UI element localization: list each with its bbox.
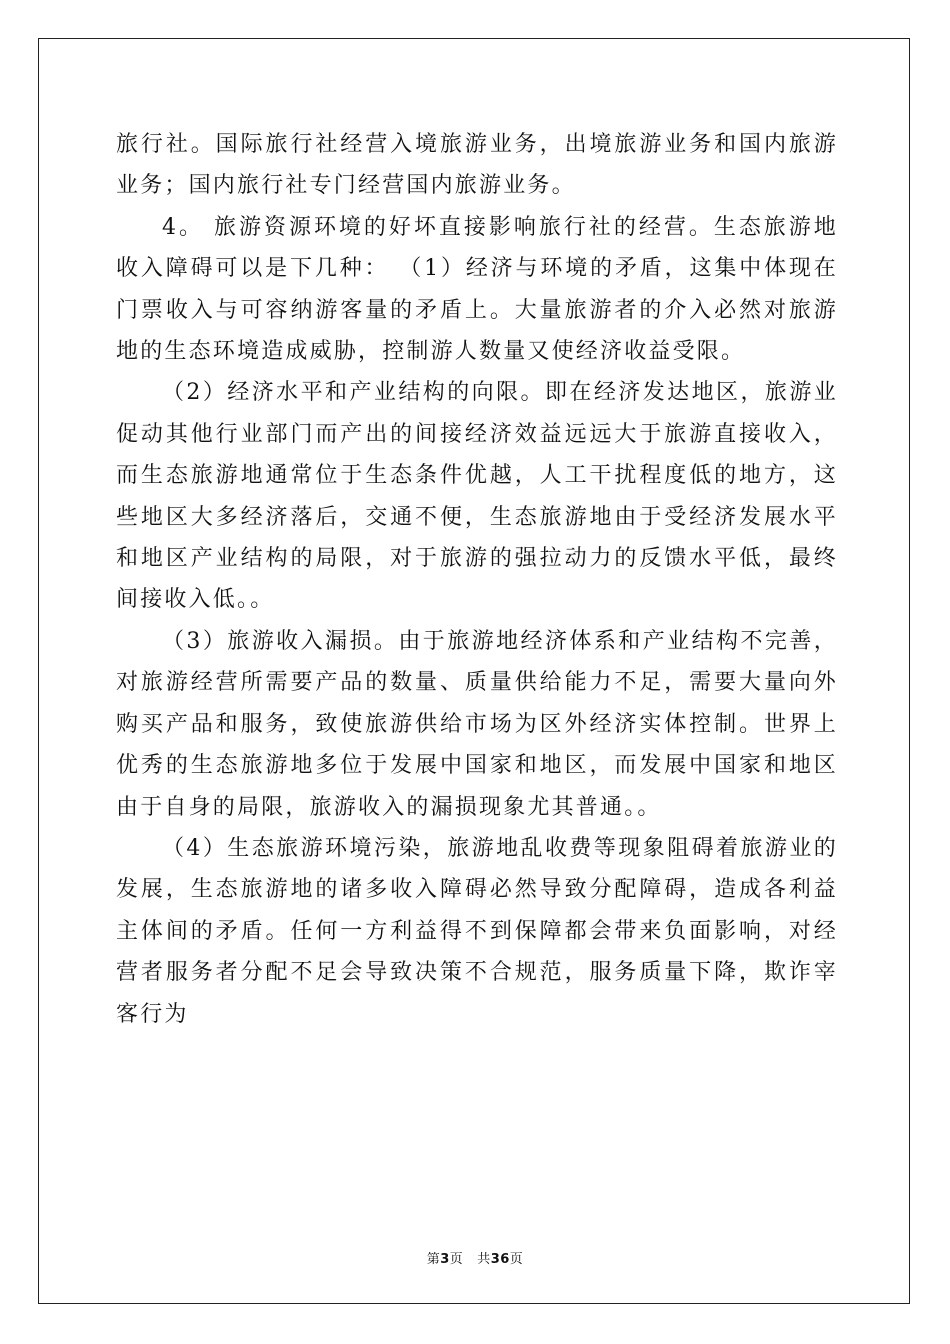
- footer-page-suffix: 页: [449, 1252, 464, 1267]
- footer-total-pages: 36: [490, 1252, 510, 1267]
- paragraph-item-4b: （4）生态旅游环境污染，旅游地乱收费等现象阻碍着旅游业的发展，生态旅游地的诸多收入障碍必然导致分配障碍，造成各利益主体间的矛盾。任何一方利益得不到保障都会带来负面影响，对经营者服务者分配不足会导致决策不合规范，服务质量下降，欺诈宰客行为: [116, 835, 838, 1027]
- page-footer: [0, 1248, 950, 1267]
- paragraph-item-4: 4。 旅游资源环境的好坏直接影响旅行社的经营。生态旅游地收入障碍可以是下几种： （1）经济与环境的矛盾，这集中体现在门票收入与可容纳游客量的矛盾上。大量旅游者的介入必然对旅游地的生态环境造成威胁，控制游人数量又使经济收益受限。: [116, 214, 838, 365]
- document-body: [116, 124, 838, 1035]
- footer-page-number: 3: [440, 1252, 450, 1267]
- footer-total-prefix: 共: [477, 1252, 491, 1267]
- footer-prefix: 第: [426, 1252, 441, 1267]
- paragraph-continued: 旅行社。国际旅行社经营入境旅游业务，出境旅游业务和国内旅游业务；国内旅行社专门经营国内旅游业务。: [116, 132, 838, 199]
- paragraph-item-2: （2）经济水平和产业结构的向限。即在经济发达地区，旅游业促动其他行业部门而产出的间接经济效益远远大于旅游直接收入，而生态旅游地通常位于生态条件优越，人工干扰程度低的地方，这些地区大多经济落后，交通不便，生态旅游地由于受经济发展水平和地区产业结构的局限，对于旅游的强拉动力的反馈水平低，最终间接收入低。。: [116, 380, 838, 613]
- paragraph-item-3: （3）旅游收入漏损。由于旅游地经济体系和产业结构不完善，对旅游经营所需要产品的数量、质量供给能力不足，需要大量向外购买产品和服务，致使旅游供给市场为区外经济实体控制。世界上优秀的生态旅游地多位于发展中国家和地区，而发展中国家和地区由于自身的局限，旅游收入的漏损现象尤其普通。。: [116, 628, 838, 820]
- footer-total-suffix: 页: [509, 1252, 524, 1267]
